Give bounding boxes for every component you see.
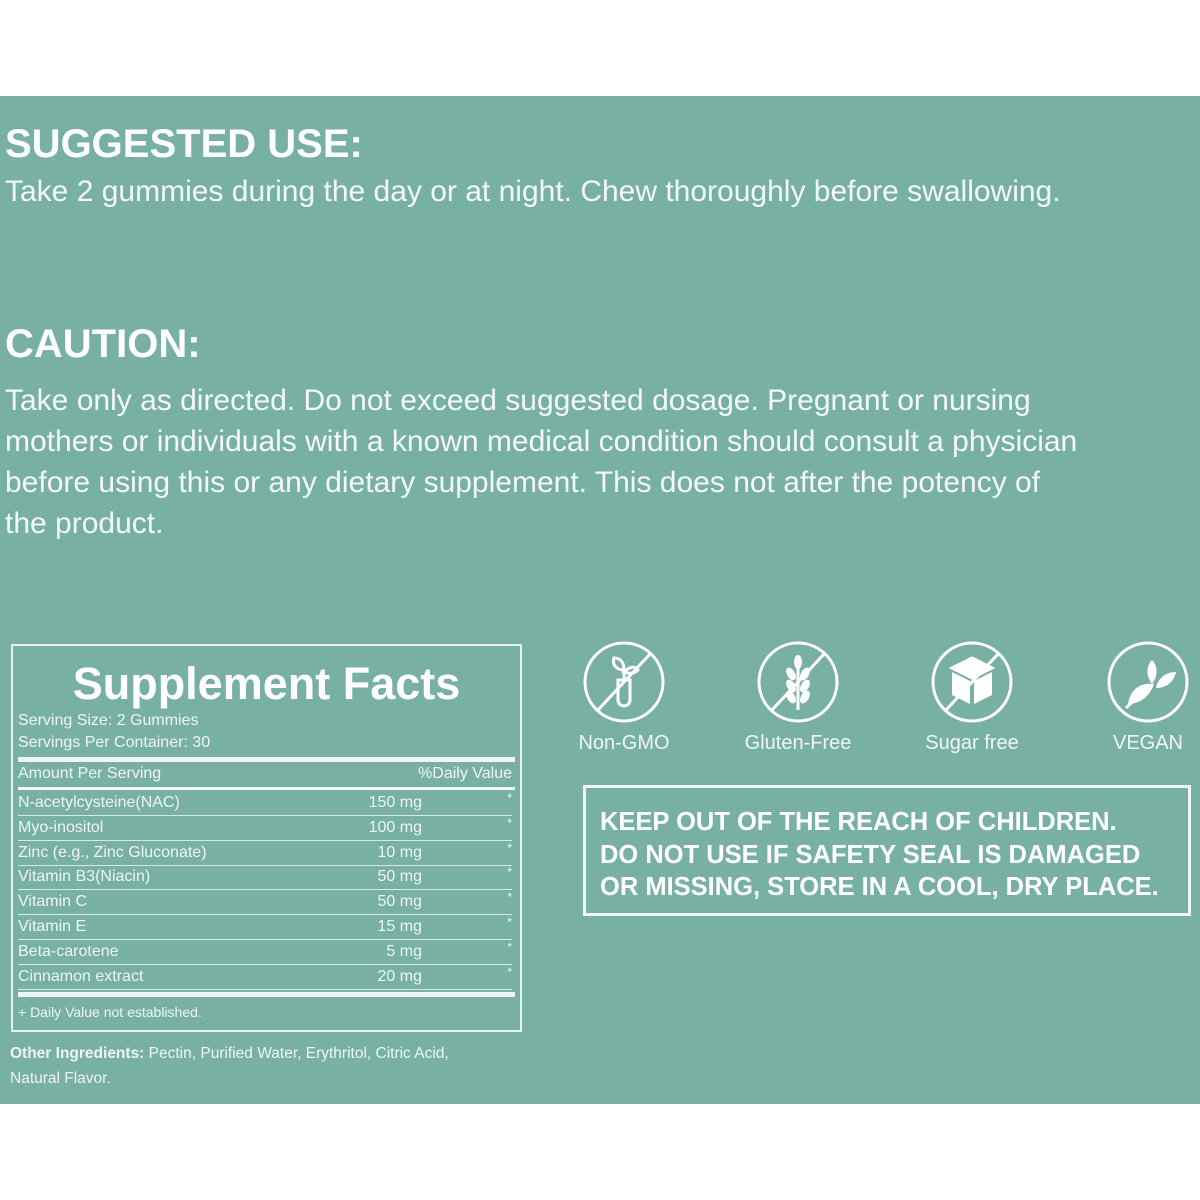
nutrient-amount: 20 mg bbox=[377, 967, 422, 985]
caution-text bbox=[5, 380, 1077, 544]
nutrient-name: Beta-carotene bbox=[18, 942, 119, 960]
nutrient-daily-value: * bbox=[507, 939, 512, 954]
caution-heading: CAUTION: bbox=[5, 322, 201, 366]
warning-line: KEEP OUT OF THE REACH OF CHILDREN. bbox=[600, 808, 1117, 836]
nutrient-amount: 5 mg bbox=[386, 942, 422, 960]
serving-size: Serving Size: 2 Gummies bbox=[18, 712, 199, 729]
other-ingredients-text: Natural Flavor. bbox=[10, 1070, 111, 1087]
other-ingredients-text: Pectin, Purified Water, Erythritol, Citric Acid, bbox=[144, 1045, 449, 1062]
daily-value-header: %Daily Value bbox=[418, 765, 512, 782]
nutrient-daily-value: * bbox=[507, 865, 512, 880]
nutrient-daily-value: * bbox=[507, 915, 512, 929]
nutrient-daily-value: * bbox=[507, 840, 512, 855]
warning-line: OR MISSING, STORE IN A COOL, DRY PLACE. bbox=[600, 873, 1159, 901]
nutrient-daily-value: * bbox=[507, 890, 512, 905]
caution-line: Take only as directed. Do not exceed suggested dosage. Pregnant or nursing bbox=[5, 384, 1031, 417]
nutrient-row bbox=[18, 816, 512, 841]
nutrient-name: Cinnamon extract bbox=[18, 967, 144, 985]
nutrient-name: Zinc (e.g., Zinc Gluconate) bbox=[18, 843, 207, 861]
badge-label-vegan: VEGAN bbox=[1112, 732, 1184, 754]
nutrient-name: Myo-inositol bbox=[18, 818, 104, 836]
nutrient-row bbox=[18, 940, 512, 965]
vegan-leaf-icon bbox=[1106, 640, 1190, 724]
nutrient-amount: 50 mg bbox=[377, 893, 422, 911]
suggested-use-heading: SUGGESTED USE: bbox=[5, 122, 363, 166]
nutrient-daily-value: * bbox=[507, 791, 512, 805]
nutrient-name: Vitamin E bbox=[18, 918, 87, 935]
suggested-use-text: Take 2 gummies during the day or at night. Chew thoroughly before swallowing. bbox=[5, 175, 1061, 208]
nutrient-row bbox=[18, 965, 512, 990]
nutrient-amount: 10 mg bbox=[377, 843, 422, 861]
nutrient-name: Vitamin C bbox=[18, 893, 88, 911]
nutrient-name: N-acetylcysteine(NAC) bbox=[18, 794, 180, 811]
nutrient-name: Vitamin B3(Niacin) bbox=[18, 868, 151, 886]
nutrient-row bbox=[18, 841, 512, 866]
supplement-facts-box bbox=[11, 644, 522, 1032]
badge-label-gluten-free: Gluten-Free bbox=[744, 732, 852, 754]
no-gmo-icon bbox=[582, 640, 666, 724]
nutrient-row bbox=[18, 865, 512, 890]
footnote: + Daily Value not established. bbox=[18, 1004, 202, 1020]
nutrient-amount: 100 mg bbox=[368, 818, 422, 836]
nutrient-amount: 15 mg bbox=[377, 918, 422, 935]
supplement-facts-title: Supplement Facts bbox=[72, 658, 461, 709]
nutrient-amount: 150 mg bbox=[368, 794, 422, 811]
product-label-panel bbox=[0, 96, 1200, 1104]
caution-line: mothers or individuals with a known medical condition should consult a physician bbox=[5, 425, 1078, 458]
nutrient-row bbox=[18, 915, 512, 940]
other-ingredients bbox=[10, 1041, 449, 1091]
warning-box bbox=[583, 785, 1191, 916]
nutrient-daily-value: * bbox=[507, 964, 512, 979]
caution-line: before using this or any dietary supplement. This does not after the potency of bbox=[5, 466, 1041, 499]
thick-divider bbox=[18, 757, 515, 762]
badge-label-sugar-free: Sugar free bbox=[925, 732, 1019, 754]
caution-line: the product. bbox=[5, 507, 164, 540]
no-sugar-icon bbox=[930, 640, 1014, 724]
nutrient-row bbox=[18, 890, 512, 915]
nutrient-row bbox=[18, 791, 512, 816]
nutrient-daily-value: * bbox=[507, 815, 512, 830]
nutrient-amount: 50 mg bbox=[377, 868, 422, 886]
other-ingredients-label: Other Ingredients: bbox=[10, 1045, 145, 1062]
amount-per-serving-header: Amount Per Serving bbox=[18, 765, 162, 782]
thick-divider bbox=[18, 992, 515, 997]
servings-per-container: Servings Per Container: 30 bbox=[18, 734, 211, 751]
divider bbox=[18, 787, 515, 790]
no-gluten-icon bbox=[756, 640, 840, 724]
badge-label-non-gmo: Non-GMO bbox=[578, 732, 670, 754]
warning-line: DO NOT USE IF SAFETY SEAL IS DAMAGED bbox=[600, 840, 1141, 869]
